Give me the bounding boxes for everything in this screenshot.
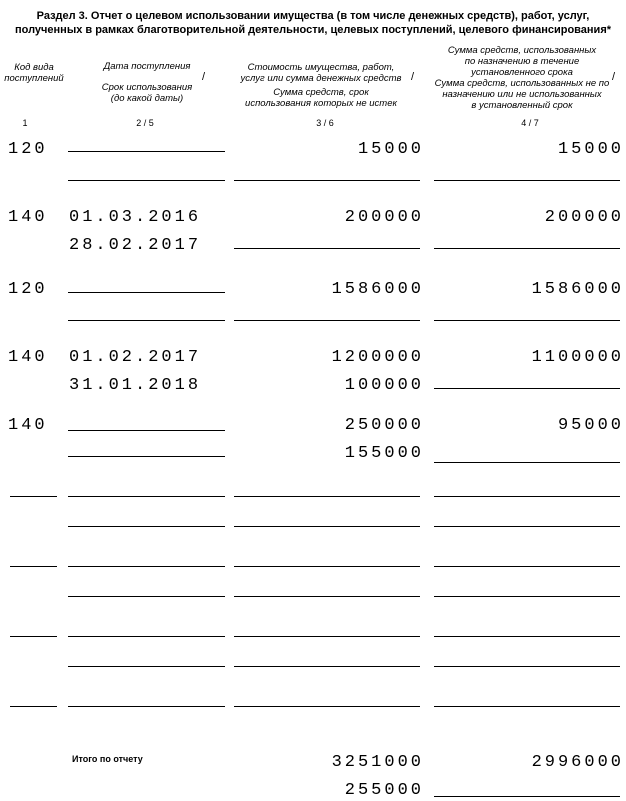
column-number-4: 4 / 7 (521, 118, 539, 128)
row1-code: 120 (8, 140, 48, 159)
header-used-slash: / (612, 71, 616, 83)
field-underline (234, 496, 420, 497)
field-underline (434, 496, 620, 497)
total-value-remaining: 255000 (344, 781, 424, 800)
field-underline (434, 320, 620, 321)
field-underline (68, 320, 225, 321)
row4-date: 01.02.2017 (69, 348, 202, 367)
header-value-slash: / (411, 71, 415, 83)
field-underline (68, 636, 225, 637)
column-number-3: 3 / 6 (316, 118, 334, 128)
field-underline (434, 388, 620, 389)
field-underline (234, 666, 420, 667)
row2-value: 200000 (344, 208, 424, 227)
row1-value: 15000 (357, 140, 424, 159)
row1-used: 15000 (557, 140, 624, 159)
row5-used: 95000 (557, 416, 624, 435)
field-underline (434, 706, 620, 707)
column-number-1: 1 (22, 118, 28, 128)
row3-used: 1586000 (531, 280, 624, 299)
column-number-2: 2 / 5 (136, 118, 154, 128)
field-underline (10, 636, 57, 637)
field-underline (10, 496, 57, 497)
field-underline (434, 526, 620, 527)
header-value: Стоимость имущества, работ, услуг или сумма денежных средств Сумма средств, срок использования которых не истек (240, 62, 402, 109)
row4-value-remaining: 100000 (344, 376, 424, 395)
total-value: 3251000 (331, 753, 424, 772)
total-used: 2996000 (531, 753, 624, 772)
field-underline (434, 248, 620, 249)
header-used: Сумма средств, использованных по назначению в течение установленного срока Сумма средств, использованных не по назначению или не использованных в установленный срок (434, 45, 610, 111)
field-underline (68, 151, 225, 152)
field-underline (234, 636, 420, 637)
row2-date: 01.03.2016 (69, 208, 202, 227)
field-underline (434, 636, 620, 637)
row4-term: 31.01.2018 (69, 376, 202, 395)
row2-term: 28.02.2017 (69, 236, 202, 255)
section-title-line2: полученных в рамках благотворительной деятельности, целевых поступлений, целевого финансирования* (14, 24, 612, 36)
row4-code: 140 (8, 348, 48, 367)
field-underline (68, 430, 225, 431)
field-underline (68, 596, 225, 597)
field-underline (234, 248, 420, 249)
field-underline (68, 292, 225, 293)
field-underline (68, 496, 225, 497)
field-underline (68, 180, 225, 181)
field-underline (68, 526, 225, 527)
field-underline (434, 566, 620, 567)
header-code: Код вида поступлений (4, 62, 64, 84)
field-underline (434, 180, 620, 181)
field-underline (10, 566, 57, 567)
row5-value-remaining: 155000 (344, 444, 424, 463)
field-underline (434, 596, 620, 597)
row5-code: 140 (8, 416, 48, 435)
row4-used: 1100000 (531, 348, 624, 367)
row5-value: 250000 (344, 416, 424, 435)
total-label: Итого по отчету (72, 754, 143, 764)
row2-used: 200000 (544, 208, 624, 227)
field-underline (434, 796, 620, 797)
field-underline (434, 462, 620, 463)
field-underline (234, 180, 420, 181)
field-underline (234, 320, 420, 321)
field-underline (68, 706, 225, 707)
field-underline (10, 706, 57, 707)
row2-code: 140 (8, 208, 48, 227)
row3-code: 120 (8, 280, 48, 299)
section-title (0, 9, 626, 37)
field-underline (234, 596, 420, 597)
header-date-slash: / (202, 71, 206, 83)
header-date: Дата поступления Срок использования (до какой даты) (101, 61, 193, 104)
row3-value: 1586000 (331, 280, 424, 299)
field-underline (68, 456, 225, 457)
field-underline (68, 566, 225, 567)
field-underline (234, 566, 420, 567)
field-underline (234, 706, 420, 707)
field-underline (434, 666, 620, 667)
field-underline (234, 526, 420, 527)
row4-value: 1200000 (331, 348, 424, 367)
field-underline (68, 666, 225, 667)
section-title-line1: Раздел 3. Отчет о целевом использовании имущества (в том числе денежных средств), работ, услуг, (36, 10, 590, 22)
